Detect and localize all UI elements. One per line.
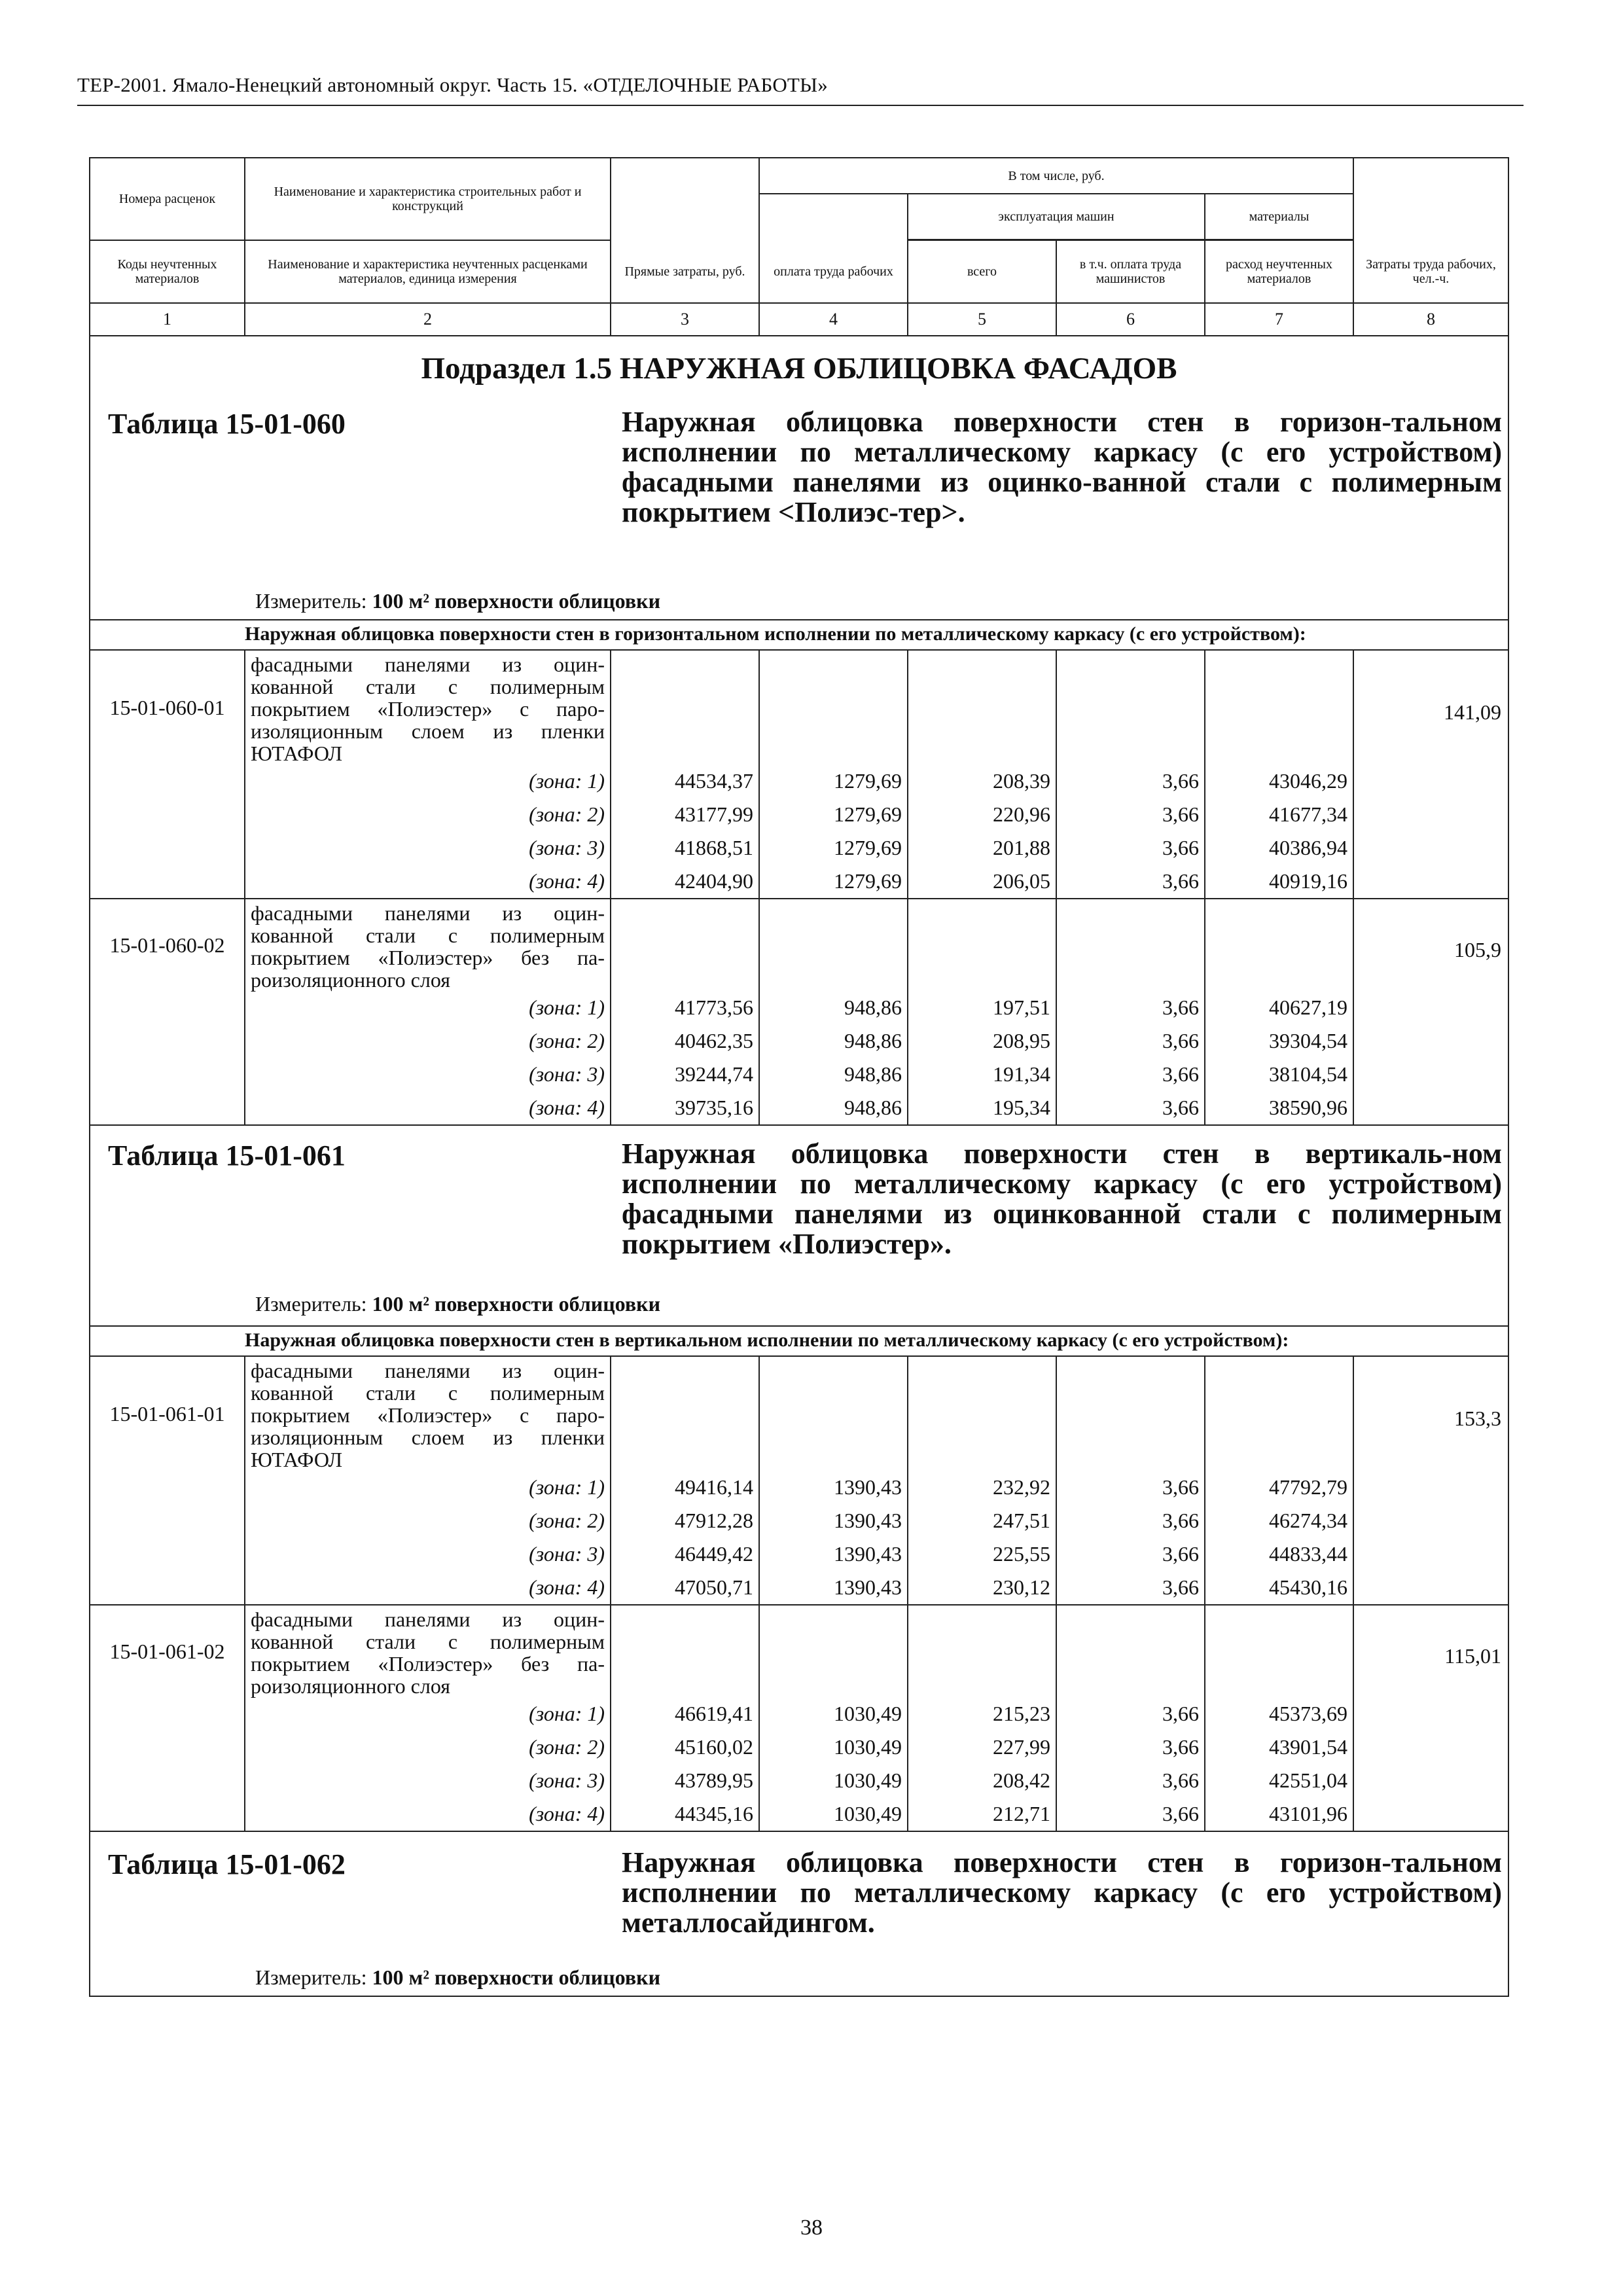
wage-cost: 948,86 <box>759 1091 908 1125</box>
machine-cost: 208,39 <box>908 764 1056 798</box>
machine-cost: 191,34 <box>908 1058 1056 1091</box>
table-desc: Наружная облицовка поверхности стен в горизон-тальном исполнении по металлическому каркасу (с его устройством) металлосайдингом. <box>622 1846 1502 1939</box>
header-rule <box>77 105 1524 106</box>
zone-label: (зона: 3) <box>245 1764 611 1797</box>
measure: Измеритель: 100 м² поверхности облицовки <box>255 1292 661 1316</box>
col-header-incl: В том числе, руб. <box>759 158 1353 194</box>
zone-label: (зона: 1) <box>245 764 611 798</box>
machine-wage: 3,66 <box>1056 1471 1205 1504</box>
material-cost: 42551,04 <box>1205 1764 1353 1797</box>
col-num: 4 <box>759 303 908 336</box>
subheading: Наружная облицовка поверхности стен в вертикальном исполнении по металлическому каркасу (с его устройством): <box>245 1326 1508 1356</box>
material-cost: 46274,34 <box>1205 1504 1353 1537</box>
material-cost: 43101,96 <box>1205 1797 1353 1831</box>
machine-wage: 3,66 <box>1056 1024 1205 1058</box>
machine-cost: 230,12 <box>908 1571 1056 1605</box>
machine-wage: 3,66 <box>1056 1537 1205 1571</box>
labor-cost: 153,3 <box>1353 1356 1508 1605</box>
direct-cost: 39735,16 <box>611 1091 759 1125</box>
zone-label: (зона: 4) <box>245 1797 611 1831</box>
zone-label: (зона: 2) <box>245 1504 611 1537</box>
direct-cost: 41773,56 <box>611 991 759 1024</box>
table-name: Таблица 15-01-062 <box>108 1848 346 1880</box>
direct-cost: 46449,42 <box>611 1537 759 1571</box>
zone-label: (зона: 1) <box>245 1697 611 1731</box>
table-desc: Наружная облицовка поверхности стен в горизон-тальном исполнении по металлическому каркасу (с его устройством) фасадными панелями из оцинко-ванной стали с полимерным покрытием <Полиэс-тер>. <box>622 406 1502 528</box>
zone-label: (зона: 4) <box>245 1091 611 1125</box>
page-number: 38 <box>800 2215 823 2240</box>
col-header-materials: материалы <box>1205 194 1353 240</box>
zone-label: (зона: 4) <box>245 865 611 899</box>
machine-wage: 3,66 <box>1056 1058 1205 1091</box>
wage-cost: 1279,69 <box>759 798 908 831</box>
table-name: Таблица 15-01-060 <box>108 408 346 440</box>
col-num: 3 <box>611 303 759 336</box>
machine-cost: 215,23 <box>908 1697 1056 1731</box>
material-cost: 40627,19 <box>1205 991 1353 1024</box>
machine-wage: 3,66 <box>1056 764 1205 798</box>
machine-wage: 3,66 <box>1056 991 1205 1024</box>
col-header-mach-total: всего <box>908 240 1056 303</box>
col-header-materials-desc: Наименование и характеристика неучтенных расценками материалов, единица измерения <box>245 240 611 303</box>
wage-cost: 1279,69 <box>759 831 908 865</box>
col-header-rates: Номера расценок <box>90 158 245 240</box>
rate-desc: фасадными панелями из оцин-кованной стали с полимерным покрытием «Полиэстер» с паро-изоляционным слоем из пленки ЮТАФОЛ <box>245 1356 611 1471</box>
zone-label: (зона: 2) <box>245 798 611 831</box>
zone-label: (зона: 3) <box>245 1537 611 1571</box>
col-num: 8 <box>1353 303 1508 336</box>
col-num: 1 <box>90 303 245 336</box>
machine-wage: 3,66 <box>1056 1091 1205 1125</box>
col-header-labor: Затраты труда рабочих, чел.-ч. <box>1353 240 1508 303</box>
zone-label: (зона: 2) <box>245 1731 611 1764</box>
material-cost: 45373,69 <box>1205 1697 1353 1731</box>
col-header-mach-wage: в т.ч. оплата труда машинистов <box>1056 240 1205 303</box>
zone-label: (зона: 3) <box>245 1058 611 1091</box>
material-cost: 44833,44 <box>1205 1537 1353 1571</box>
machine-wage: 3,66 <box>1056 1571 1205 1605</box>
col-num: 7 <box>1205 303 1353 336</box>
direct-cost: 46619,41 <box>611 1697 759 1731</box>
zone-label: (зона: 1) <box>245 991 611 1024</box>
material-cost: 39304,54 <box>1205 1024 1353 1058</box>
col-header-codes: Коды неучтенных материалов <box>90 240 245 303</box>
machine-cost: 208,42 <box>908 1764 1056 1797</box>
measure: Измеритель: 100 м² поверхности облицовки <box>255 589 661 613</box>
machine-wage: 3,66 <box>1056 1731 1205 1764</box>
col-header-mat-use: расход неучтенных материалов <box>1205 240 1353 303</box>
rate-code: 15-01-060-01 <box>90 650 245 764</box>
wage-cost: 1030,49 <box>759 1697 908 1731</box>
table-desc: Наружная облицовка поверхности стен в вертикаль-ном исполнении по металлическому каркасу (с его устройством) фасадными панелями из оцинкованной стали с полимерным покрытием «Полиэстер». <box>622 1138 1502 1260</box>
machine-cost: 225,55 <box>908 1537 1056 1571</box>
wage-cost: 948,86 <box>759 1058 908 1091</box>
machine-wage: 3,66 <box>1056 798 1205 831</box>
direct-cost: 47050,71 <box>611 1571 759 1605</box>
direct-cost: 44345,16 <box>611 1797 759 1831</box>
direct-cost: 42404,90 <box>611 865 759 899</box>
machine-wage: 3,66 <box>1056 831 1205 865</box>
direct-cost: 43789,95 <box>611 1764 759 1797</box>
zone-label: (зона: 1) <box>245 1471 611 1504</box>
subheading: Наружная облицовка поверхности стен в горизонтальном исполнении по металлическому каркасу (с его устройством): <box>245 620 1508 650</box>
col-num: 5 <box>908 303 1056 336</box>
material-cost: 38590,96 <box>1205 1091 1353 1125</box>
table-060-header <box>90 336 1508 620</box>
zone-label: (зона: 2) <box>245 1024 611 1058</box>
machine-wage: 3,66 <box>1056 1504 1205 1537</box>
wage-cost: 1390,43 <box>759 1571 908 1605</box>
col-num: 2 <box>245 303 611 336</box>
table-062-header <box>90 1831 1508 1996</box>
labor-cost: 115,01 <box>1353 1605 1508 1831</box>
measure: Измеритель: 100 м² поверхности облицовки <box>255 1965 661 1989</box>
rate-desc: фасадными панелями из оцин-кованной стали с полимерным покрытием «Полиэстер» без па-роизоляционного слоя <box>245 899 611 991</box>
machine-wage: 3,66 <box>1056 1797 1205 1831</box>
direct-cost: 45160,02 <box>611 1731 759 1764</box>
rate-desc: фасадными панелями из оцин-кованной стали с полимерным покрытием «Полиэстер» с паро-изоляционным слоем из пленки ЮТАФОЛ <box>245 650 611 764</box>
direct-cost: 43177,99 <box>611 798 759 831</box>
direct-cost: 47912,28 <box>611 1504 759 1537</box>
direct-cost: 49416,14 <box>611 1471 759 1504</box>
col-num: 6 <box>1056 303 1205 336</box>
col-header-wage: оплата труда рабочих <box>759 240 908 303</box>
labor-cost: 105,9 <box>1353 899 1508 1125</box>
machine-cost: 201,88 <box>908 831 1056 865</box>
col-header-machines: эксплуатация машин <box>908 194 1205 240</box>
wage-cost: 1390,43 <box>759 1471 908 1504</box>
table-061-header <box>90 1125 1508 1326</box>
wage-cost: 1030,49 <box>759 1731 908 1764</box>
material-cost: 41677,34 <box>1205 798 1353 831</box>
machine-wage: 3,66 <box>1056 865 1205 899</box>
machine-wage: 3,66 <box>1056 1697 1205 1731</box>
machine-cost: 208,95 <box>908 1024 1056 1058</box>
machine-cost: 247,51 <box>908 1504 1056 1537</box>
rate-desc: фасадными панелями из оцин-кованной стали с полимерным покрытием «Полиэстер» без па-роизоляционного слоя <box>245 1605 611 1697</box>
machine-wage: 3,66 <box>1056 1764 1205 1797</box>
wage-cost: 1030,49 <box>759 1764 908 1797</box>
machine-cost: 197,51 <box>908 991 1056 1024</box>
rate-code: 15-01-060-02 <box>90 899 245 991</box>
wage-cost: 1279,69 <box>759 865 908 899</box>
material-cost: 43901,54 <box>1205 1731 1353 1764</box>
machine-cost: 212,71 <box>908 1797 1056 1831</box>
machine-cost: 220,96 <box>908 798 1056 831</box>
rates-table <box>89 157 1509 1997</box>
direct-cost: 41868,51 <box>611 831 759 865</box>
material-cost: 40919,16 <box>1205 865 1353 899</box>
page-header: ТЕР-2001. Ямало-Ненецкий автономный округ. Часть 15. «ОТДЕЛОЧНЫЕ РАБОТЫ» <box>77 73 828 96</box>
col-header-direct: Прямые затраты, руб. <box>611 240 759 303</box>
direct-cost: 39244,74 <box>611 1058 759 1091</box>
wage-cost: 948,86 <box>759 1024 908 1058</box>
col-header-works: Наименование и характеристика строительных работ и конструкций <box>245 158 611 240</box>
wage-cost: 1030,49 <box>759 1797 908 1831</box>
rate-code: 15-01-061-02 <box>90 1605 245 1697</box>
wage-cost: 1279,69 <box>759 764 908 798</box>
material-cost: 40386,94 <box>1205 831 1353 865</box>
wage-cost: 1390,43 <box>759 1537 908 1571</box>
table-name: Таблица 15-01-061 <box>108 1139 346 1172</box>
machine-cost: 232,92 <box>908 1471 1056 1504</box>
material-cost: 43046,29 <box>1205 764 1353 798</box>
wage-cost: 948,86 <box>759 991 908 1024</box>
direct-cost: 44534,37 <box>611 764 759 798</box>
direct-cost: 40462,35 <box>611 1024 759 1058</box>
material-cost: 38104,54 <box>1205 1058 1353 1091</box>
material-cost: 45430,16 <box>1205 1571 1353 1605</box>
wage-cost: 1390,43 <box>759 1504 908 1537</box>
machine-cost: 195,34 <box>908 1091 1056 1125</box>
zone-label: (зона: 4) <box>245 1571 611 1605</box>
rate-code: 15-01-061-01 <box>90 1356 245 1471</box>
zone-label: (зона: 3) <box>245 831 611 865</box>
labor-cost: 141,09 <box>1353 650 1508 899</box>
machine-cost: 206,05 <box>908 865 1056 899</box>
section-title: Подраздел 1.5 НАРУЖНАЯ ОБЛИЦОВКА ФАСАДОВ <box>421 351 1177 386</box>
material-cost: 47792,79 <box>1205 1471 1353 1504</box>
machine-cost: 227,99 <box>908 1731 1056 1764</box>
